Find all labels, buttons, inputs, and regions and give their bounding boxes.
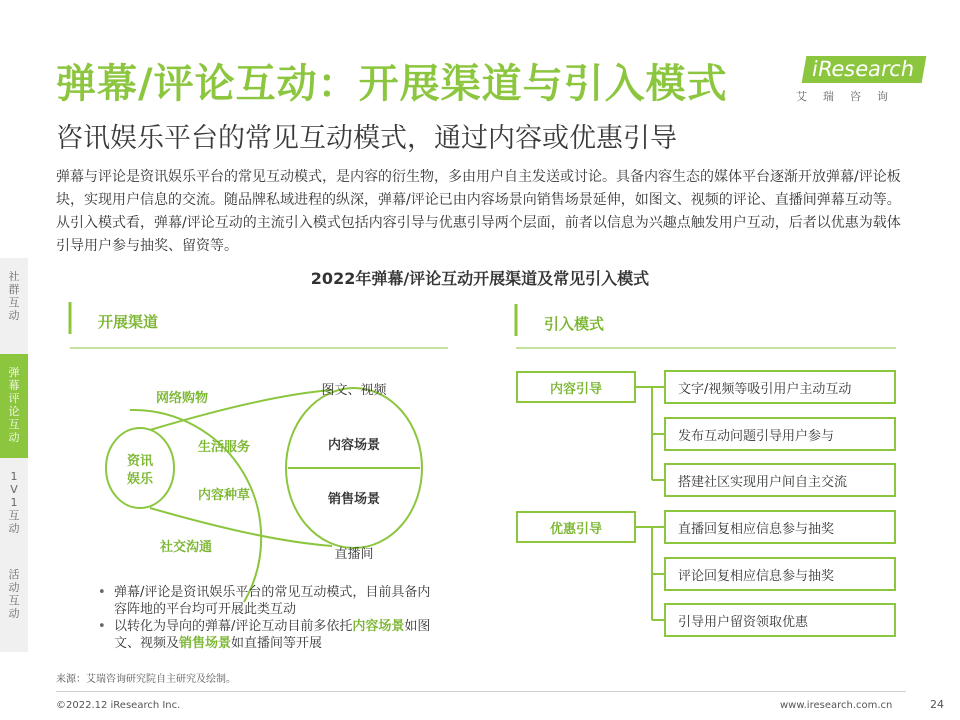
key-point-text: 如图文、视频及 [114,619,431,651]
logo-subtext: 艾瑞咨询 [796,90,904,103]
mode-item: 引导用户留资领取优惠 [664,603,896,637]
page-number: 24 [930,698,944,711]
highlight-term: 内容场景 [352,619,405,634]
copyright: ©2022.12 iResearch Inc. [56,700,181,711]
mode-item: 发布互动问题引导用户参与 [664,417,896,451]
key-point-text: 弹幕/评论是资讯娱乐平台的常见互动模式，目前具备内容阵地的平台均可开展此类互动 [114,585,431,617]
website-link[interactable]: www.iresearch.com.cn [780,700,893,711]
chart-title: 2022年弹幕/评论互动开展渠道及常见引入模式 [310,269,650,288]
scene-content: 内容场景 [327,438,381,453]
source-node-label: 资讯娱乐 [126,454,154,487]
scene-label-graphic-video: 图文、视频 [321,383,387,398]
mode-group-content: 内容引导 [516,371,636,403]
mode-group-discount: 优惠引导 [516,511,636,543]
page-subtitle: 咨讯娱乐平台的常见互动模式，通过内容或优惠引导 [56,123,677,154]
source-note: 来源：艾瑞咨询研究院自主研究及绘制。 [56,674,236,685]
intro-paragraph [56,166,912,258]
scene-label-live-room: 直播间 [334,547,374,562]
branch-content-seeding: 内容种草 [197,488,251,503]
mode-item: 文字/视频等吸引用户主动互动 [664,370,896,404]
mode-item: 评论回复相应信息参与抽奖 [664,557,896,591]
key-point [96,584,442,618]
modes-section-label: 引入模式 [544,315,605,333]
key-point-text: 如直播间等开展 [231,636,323,651]
key-point-text: 以转化为导向的弹幕/评论互动目前多依托 [114,619,353,634]
branch-online-shopping: 网络购物 [155,391,209,406]
branch-life-services: 生活服务 [197,440,251,455]
branch-social-communication: 社交沟通 [159,540,213,555]
highlight-term: 销售场景 [179,636,232,651]
side-nav-item[interactable]: 社 群 互 动 [0,258,28,354]
key-points [96,584,442,652]
logo-text: iResearch [802,56,927,83]
iresearch-logo [796,52,917,108]
footer-divider [56,691,906,692]
mode-item: 搭建社区实现用户间自主交流 [664,463,896,497]
channels-section-label: 开展渠道 [98,313,159,331]
mode-item: 直播回复相应信息参与抽奖 [664,510,896,544]
side-nav-item[interactable]: 活 动 互 动 [0,556,28,652]
intro-text: 弹幕与评论是资讯娱乐平台的常见互动模式，是内容的衍生物，多由用户自主发送或讨论。具备内容生态的媒体平台逐渐开放弹幕/评论板块，实现用户信息的交流。随品牌私域进程的纵深，弹幕/评论已由内容场景向销售场景延伸，如图文、视频的评论、直播间弹幕互动等。从引入模式看，弹幕/评论互动的主流引入模式包括内容引导与优惠引导两个层面，前者以信息为兴趣点触发用户互动，后者以优惠为载体引导用户参与抽奖、留资等。 [56,169,901,254]
scene-sales: 销售场景 [327,492,381,507]
key-point [96,618,442,652]
side-nav-item[interactable]: 弹 幕 评 论 互 动 [0,354,28,458]
page-title: 弹幕/评论互动：开展渠道与引入模式 [56,61,728,107]
side-nav-item[interactable]: 1 V 1 互 动 [0,458,28,556]
